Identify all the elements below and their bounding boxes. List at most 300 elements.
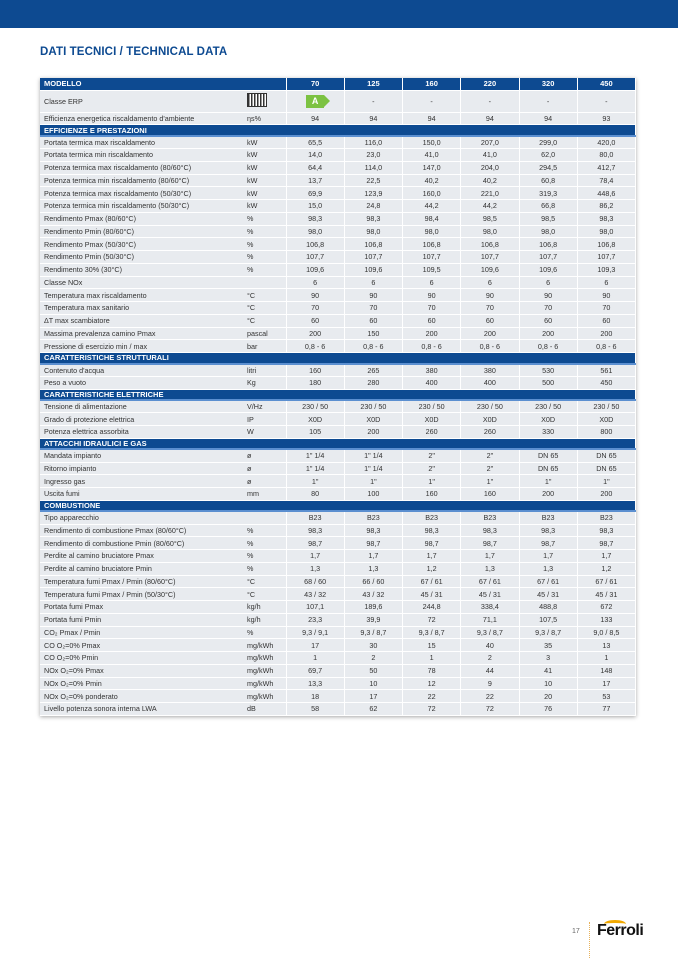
value-cell: 107,7 bbox=[403, 251, 461, 264]
value-cell bbox=[286, 90, 344, 112]
value-cell: 71,1 bbox=[461, 613, 519, 626]
row-label: NOx O₂=0% Pmax bbox=[40, 664, 243, 677]
row-label: Ritorno impianto bbox=[40, 462, 243, 475]
row-label: Livello potenza sonora interna LWA bbox=[40, 703, 243, 716]
row-label: Tipo apparecchio bbox=[40, 511, 243, 524]
value-cell: 93 bbox=[577, 112, 635, 125]
row-label: Temperatura fumi Pmax / Pmin (50/30°C) bbox=[40, 588, 243, 601]
value-cell: 58 bbox=[286, 703, 344, 716]
value-cell: 160,0 bbox=[403, 187, 461, 200]
value-cell: 1" 1/4 bbox=[344, 462, 402, 475]
value-cell: - bbox=[461, 90, 519, 112]
table-row bbox=[40, 449, 636, 462]
value-cell: X0D bbox=[286, 413, 344, 426]
value-cell: 67 / 61 bbox=[577, 575, 635, 588]
unit-cell: dB bbox=[243, 703, 286, 716]
value-cell: B23 bbox=[403, 511, 461, 524]
value-cell: 180 bbox=[286, 376, 344, 389]
value-cell: 98,7 bbox=[461, 537, 519, 550]
unit-cell bbox=[243, 511, 286, 524]
value-cell: - bbox=[403, 90, 461, 112]
row-label: Classe ERP bbox=[40, 90, 243, 112]
table-row bbox=[40, 276, 636, 289]
value-cell: 107,7 bbox=[344, 251, 402, 264]
value-cell: 94 bbox=[461, 112, 519, 125]
value-cell: 1,7 bbox=[519, 550, 577, 563]
row-label: Massima prevalenza camino Pmax bbox=[40, 327, 243, 340]
model-70: 70 bbox=[286, 78, 344, 90]
value-cell: 1" bbox=[577, 475, 635, 488]
value-cell: 10 bbox=[344, 677, 402, 690]
row-label: Ingresso gas bbox=[40, 475, 243, 488]
value-cell: 41,0 bbox=[461, 149, 519, 162]
row-label: Perdite al camino bruciatore Pmin bbox=[40, 562, 243, 575]
footer-divider bbox=[589, 922, 590, 958]
row-label: Mandata impianto bbox=[40, 449, 243, 462]
section-title: EFFICIENZE E PRESTAZIONI bbox=[40, 125, 636, 136]
value-cell: 98,3 bbox=[286, 212, 344, 225]
value-cell: 98,7 bbox=[577, 537, 635, 550]
row-label: Efficienza energetica riscaldamento d'ambiente bbox=[40, 112, 243, 125]
value-cell: 9,3 / 8,7 bbox=[461, 626, 519, 639]
table-row bbox=[40, 238, 636, 251]
value-cell: 204,0 bbox=[461, 161, 519, 174]
value-cell: 107,5 bbox=[519, 613, 577, 626]
value-cell: 106,8 bbox=[461, 238, 519, 251]
value-cell: 70 bbox=[403, 302, 461, 315]
value-cell: 98,0 bbox=[344, 225, 402, 238]
value-cell: 230 / 50 bbox=[286, 400, 344, 413]
value-cell: DN 65 bbox=[519, 449, 577, 462]
section-title: ATTACCHI IDRAULICI E GAS bbox=[40, 438, 636, 449]
value-cell: 2 bbox=[461, 652, 519, 665]
value-cell: 244,8 bbox=[403, 601, 461, 614]
value-cell: 13 bbox=[577, 639, 635, 652]
value-cell: 150,0 bbox=[403, 136, 461, 149]
unit-cell: kW bbox=[243, 136, 286, 149]
erp-class-row bbox=[40, 90, 636, 112]
unit-cell: kW bbox=[243, 187, 286, 200]
value-cell: 98,5 bbox=[519, 212, 577, 225]
value-cell: 1,2 bbox=[577, 562, 635, 575]
value-cell: 207,0 bbox=[461, 136, 519, 149]
value-cell: - bbox=[344, 90, 402, 112]
value-cell: 6 bbox=[286, 276, 344, 289]
value-cell: 150 bbox=[344, 327, 402, 340]
value-cell: 78,4 bbox=[577, 174, 635, 187]
row-label: ΔT max scambiatore bbox=[40, 314, 243, 327]
value-cell: 39,9 bbox=[344, 613, 402, 626]
model-160: 160 bbox=[403, 78, 461, 90]
section-title: CARATTERISTICHE ELETTRICHE bbox=[40, 389, 636, 400]
row-label: Rendimento Pmin (50/30°C) bbox=[40, 251, 243, 264]
value-cell: 106,8 bbox=[577, 238, 635, 251]
value-cell: 45 / 31 bbox=[577, 588, 635, 601]
unit-cell: % bbox=[243, 626, 286, 639]
value-cell: 123,9 bbox=[344, 187, 402, 200]
value-cell: 35 bbox=[519, 639, 577, 652]
value-cell: 76 bbox=[519, 703, 577, 716]
value-cell: 90 bbox=[403, 289, 461, 302]
value-cell: 488,8 bbox=[519, 601, 577, 614]
value-cell: 500 bbox=[519, 376, 577, 389]
value-cell: 160 bbox=[403, 488, 461, 501]
row-label: NOx O₂=0% Pmin bbox=[40, 677, 243, 690]
value-cell: 13,7 bbox=[286, 174, 344, 187]
value-cell: 200 bbox=[577, 327, 635, 340]
row-label: Rendimento di combustione Pmax (80/60°C) bbox=[40, 524, 243, 537]
value-cell: 106,8 bbox=[344, 238, 402, 251]
value-cell: 107,7 bbox=[461, 251, 519, 264]
value-cell: 800 bbox=[577, 426, 635, 439]
value-cell: B23 bbox=[286, 511, 344, 524]
value-cell: 160 bbox=[461, 488, 519, 501]
section-title: COMBUSTIONE bbox=[40, 500, 636, 511]
energy-class-badge: A bbox=[306, 95, 325, 108]
row-label: Potenza termica max riscaldamento (80/60°C) bbox=[40, 161, 243, 174]
value-cell: 98,3 bbox=[286, 524, 344, 537]
value-cell: 294,5 bbox=[519, 161, 577, 174]
table-row bbox=[40, 613, 636, 626]
value-cell: 98,5 bbox=[461, 212, 519, 225]
table-row bbox=[40, 537, 636, 550]
value-cell: 22 bbox=[403, 690, 461, 703]
value-cell: 2" bbox=[403, 449, 461, 462]
value-cell: 1" bbox=[403, 475, 461, 488]
row-label: CO O₂=0% Pmax bbox=[40, 639, 243, 652]
row-label: Pressione di esercizio min / max bbox=[40, 340, 243, 353]
row-label: Classe NOx bbox=[40, 276, 243, 289]
value-cell: 230 / 50 bbox=[577, 400, 635, 413]
unit-cell: % bbox=[243, 562, 286, 575]
value-cell: 380 bbox=[403, 364, 461, 377]
value-cell: 66 / 60 bbox=[344, 575, 402, 588]
value-cell: 200 bbox=[403, 327, 461, 340]
row-label: Portata fumi Pmin bbox=[40, 613, 243, 626]
value-cell: DN 65 bbox=[577, 449, 635, 462]
unit-cell: ø bbox=[243, 475, 286, 488]
value-cell: 53 bbox=[577, 690, 635, 703]
value-cell: 280 bbox=[344, 376, 402, 389]
value-cell: 45 / 31 bbox=[519, 588, 577, 601]
value-cell: 98,0 bbox=[461, 225, 519, 238]
table-row bbox=[40, 200, 636, 213]
value-cell: 98,7 bbox=[519, 537, 577, 550]
unit-cell: kW bbox=[243, 149, 286, 162]
value-cell: 221,0 bbox=[461, 187, 519, 200]
value-cell: 420,0 bbox=[577, 136, 635, 149]
unit-cell: pascal bbox=[243, 327, 286, 340]
row-label: Potenza elettrica assorbita bbox=[40, 426, 243, 439]
value-cell: 9,3 / 8,7 bbox=[344, 626, 402, 639]
value-cell: - bbox=[519, 90, 577, 112]
table-row bbox=[40, 340, 636, 353]
unit-cell: °C bbox=[243, 588, 286, 601]
row-label: Temperatura max riscaldamento bbox=[40, 289, 243, 302]
value-cell: 1 bbox=[403, 652, 461, 665]
value-cell: 1,7 bbox=[403, 550, 461, 563]
value-cell: 98,3 bbox=[403, 524, 461, 537]
row-label: Perdite al camino bruciatore Pmax bbox=[40, 550, 243, 563]
unit-cell: kW bbox=[243, 161, 286, 174]
table-row bbox=[40, 400, 636, 413]
value-cell: 109,6 bbox=[519, 263, 577, 276]
value-cell: 24,8 bbox=[344, 200, 402, 213]
value-cell: 0,8 - 6 bbox=[519, 340, 577, 353]
value-cell: 133 bbox=[577, 613, 635, 626]
value-cell: 6 bbox=[519, 276, 577, 289]
table-row bbox=[40, 112, 636, 125]
value-cell: 106,8 bbox=[403, 238, 461, 251]
unit-cell: kW bbox=[243, 200, 286, 213]
table-row bbox=[40, 212, 636, 225]
unit-cell: litri bbox=[243, 364, 286, 377]
value-cell: 160 bbox=[286, 364, 344, 377]
value-cell: 70 bbox=[461, 302, 519, 315]
value-cell: 60 bbox=[286, 314, 344, 327]
value-cell: 105 bbox=[286, 426, 344, 439]
table-row bbox=[40, 327, 636, 340]
value-cell: 1,3 bbox=[461, 562, 519, 575]
value-cell: 230 / 50 bbox=[461, 400, 519, 413]
value-cell: 43 / 32 bbox=[286, 588, 344, 601]
table-row bbox=[40, 575, 636, 588]
row-label: Portata termica min riscaldamento bbox=[40, 149, 243, 162]
value-cell: 1" 1/4 bbox=[286, 462, 344, 475]
value-cell: 200 bbox=[577, 488, 635, 501]
value-cell: 6 bbox=[403, 276, 461, 289]
row-label: Potenza termica min riscaldamento (80/60°C) bbox=[40, 174, 243, 187]
row-label: Tensione di alimentazione bbox=[40, 400, 243, 413]
ferroli-logo: Ferroli bbox=[597, 922, 644, 939]
section-header bbox=[40, 389, 636, 400]
value-cell: 90 bbox=[286, 289, 344, 302]
value-cell: 10 bbox=[519, 677, 577, 690]
value-cell: 148 bbox=[577, 664, 635, 677]
value-cell: 1" bbox=[286, 475, 344, 488]
value-cell: 62,0 bbox=[519, 149, 577, 162]
unit-cell: % bbox=[243, 550, 286, 563]
value-cell: 200 bbox=[519, 488, 577, 501]
unit-cell: mg/kWh bbox=[243, 690, 286, 703]
value-cell: 1 bbox=[286, 652, 344, 665]
value-cell: 147,0 bbox=[403, 161, 461, 174]
value-cell: 109,6 bbox=[344, 263, 402, 276]
value-cell: 9 bbox=[461, 677, 519, 690]
value-cell: 98,3 bbox=[344, 524, 402, 537]
value-cell: 70 bbox=[344, 302, 402, 315]
value-cell: 109,5 bbox=[403, 263, 461, 276]
value-cell: B23 bbox=[577, 511, 635, 524]
value-cell: 1,3 bbox=[286, 562, 344, 575]
page-title: DATI TECNICI / TECHNICAL DATA bbox=[40, 46, 228, 58]
unit-cell: ηs% bbox=[243, 112, 286, 125]
value-cell: 98,3 bbox=[577, 212, 635, 225]
table-row bbox=[40, 488, 636, 501]
value-cell: 72 bbox=[461, 703, 519, 716]
value-cell: 0,8 - 6 bbox=[344, 340, 402, 353]
row-label: Temperatura max sanitario bbox=[40, 302, 243, 315]
row-label: NOx O₂=0% ponderato bbox=[40, 690, 243, 703]
value-cell: 98,0 bbox=[403, 225, 461, 238]
value-cell: 1,3 bbox=[519, 562, 577, 575]
top-banner bbox=[0, 0, 678, 28]
value-cell: 400 bbox=[461, 376, 519, 389]
value-cell: 260 bbox=[403, 426, 461, 439]
unit-cell: % bbox=[243, 212, 286, 225]
row-label: Rendimento 30% (30°C) bbox=[40, 263, 243, 276]
value-cell: 45 / 31 bbox=[403, 588, 461, 601]
table-row bbox=[40, 601, 636, 614]
value-cell: 77 bbox=[577, 703, 635, 716]
value-cell: 106,8 bbox=[519, 238, 577, 251]
value-cell: 22 bbox=[461, 690, 519, 703]
value-cell: 62 bbox=[344, 703, 402, 716]
table-row bbox=[40, 263, 636, 276]
radiator-icon bbox=[247, 93, 267, 107]
table-row bbox=[40, 652, 636, 665]
value-cell: 94 bbox=[519, 112, 577, 125]
value-cell: 78 bbox=[403, 664, 461, 677]
value-cell: 1,7 bbox=[286, 550, 344, 563]
value-cell: 230 / 50 bbox=[344, 400, 402, 413]
value-cell: 98,0 bbox=[519, 225, 577, 238]
value-cell: 68 / 60 bbox=[286, 575, 344, 588]
unit-cell: mg/kWh bbox=[243, 639, 286, 652]
value-cell: 12 bbox=[403, 677, 461, 690]
row-label: Uscita fumi bbox=[40, 488, 243, 501]
value-cell: X0D bbox=[403, 413, 461, 426]
value-cell: 9,3 / 9,1 bbox=[286, 626, 344, 639]
value-cell: 44,2 bbox=[403, 200, 461, 213]
header-row bbox=[40, 78, 636, 90]
section-header bbox=[40, 438, 636, 449]
table-row bbox=[40, 664, 636, 677]
section-header bbox=[40, 353, 636, 364]
table-row bbox=[40, 703, 636, 716]
value-cell: 70 bbox=[577, 302, 635, 315]
value-cell: 3 bbox=[519, 652, 577, 665]
value-cell: 40,2 bbox=[461, 174, 519, 187]
table-row bbox=[40, 187, 636, 200]
value-cell: 66,8 bbox=[519, 200, 577, 213]
row-label: Peso a vuoto bbox=[40, 376, 243, 389]
row-label: Contenuto d'acqua bbox=[40, 364, 243, 377]
value-cell: 1" bbox=[461, 475, 519, 488]
value-cell: 60,8 bbox=[519, 174, 577, 187]
table-row bbox=[40, 289, 636, 302]
value-cell: 1 bbox=[577, 652, 635, 665]
value-cell: 23,3 bbox=[286, 613, 344, 626]
value-cell: 330 bbox=[519, 426, 577, 439]
value-cell: X0D bbox=[344, 413, 402, 426]
table-row bbox=[40, 639, 636, 652]
value-cell: 1" 1/4 bbox=[286, 449, 344, 462]
row-label: Rendimento Pmax (50/30°C) bbox=[40, 238, 243, 251]
value-cell: 1" bbox=[344, 475, 402, 488]
unit-cell: % bbox=[243, 225, 286, 238]
value-cell: 98,7 bbox=[403, 537, 461, 550]
value-cell: 40,2 bbox=[403, 174, 461, 187]
table-row bbox=[40, 376, 636, 389]
value-cell: X0D bbox=[577, 413, 635, 426]
value-cell: 98,0 bbox=[286, 225, 344, 238]
row-label: Temperatura fumi Pmax / Pmin (80/60°C) bbox=[40, 575, 243, 588]
value-cell: 6 bbox=[344, 276, 402, 289]
value-cell: 448,6 bbox=[577, 187, 635, 200]
unit-cell: V/Hz bbox=[243, 400, 286, 413]
unit-cell bbox=[243, 90, 286, 112]
unit-cell: kg/h bbox=[243, 601, 286, 614]
value-cell: 90 bbox=[577, 289, 635, 302]
value-cell: 60 bbox=[403, 314, 461, 327]
model-125: 125 bbox=[344, 78, 402, 90]
page-number: 17 bbox=[572, 928, 580, 935]
unit-cell: mg/kWh bbox=[243, 677, 286, 690]
value-cell: 0,8 - 6 bbox=[577, 340, 635, 353]
value-cell: 107,7 bbox=[286, 251, 344, 264]
value-cell: 230 / 50 bbox=[519, 400, 577, 413]
value-cell: 116,0 bbox=[344, 136, 402, 149]
value-cell: 67 / 61 bbox=[461, 575, 519, 588]
unit-cell: % bbox=[243, 537, 286, 550]
value-cell: 100 bbox=[344, 488, 402, 501]
model-450: 450 bbox=[577, 78, 635, 90]
value-cell: 2 bbox=[344, 652, 402, 665]
value-cell: 98,3 bbox=[344, 212, 402, 225]
value-cell: 98,0 bbox=[577, 225, 635, 238]
value-cell: 109,3 bbox=[577, 263, 635, 276]
unit-cell: kg/h bbox=[243, 613, 286, 626]
value-cell: 94 bbox=[286, 112, 344, 125]
table-row bbox=[40, 251, 636, 264]
value-cell: - bbox=[577, 90, 635, 112]
section-header bbox=[40, 500, 636, 511]
value-cell: B23 bbox=[519, 511, 577, 524]
value-cell: 6 bbox=[461, 276, 519, 289]
value-cell: DN 65 bbox=[577, 462, 635, 475]
value-cell: 338,4 bbox=[461, 601, 519, 614]
value-cell: 60 bbox=[519, 314, 577, 327]
value-cell: 380 bbox=[461, 364, 519, 377]
value-cell: 70 bbox=[286, 302, 344, 315]
value-cell: 265 bbox=[344, 364, 402, 377]
unit-cell: kW bbox=[243, 174, 286, 187]
value-cell: 1" 1/4 bbox=[344, 449, 402, 462]
value-cell: 15 bbox=[403, 639, 461, 652]
value-cell: 230 / 50 bbox=[403, 400, 461, 413]
row-label: Potenza termica max riscaldamento (50/30°C) bbox=[40, 187, 243, 200]
value-cell: 65,5 bbox=[286, 136, 344, 149]
value-cell: 672 bbox=[577, 601, 635, 614]
table-row bbox=[40, 690, 636, 703]
row-label: Potenza termica min riscaldamento (50/30°C) bbox=[40, 200, 243, 213]
value-cell: 64,4 bbox=[286, 161, 344, 174]
table-row bbox=[40, 550, 636, 563]
value-cell: 6 bbox=[577, 276, 635, 289]
value-cell: 200 bbox=[344, 426, 402, 439]
value-cell: 41 bbox=[519, 664, 577, 677]
value-cell: 45 / 31 bbox=[461, 588, 519, 601]
value-cell: 561 bbox=[577, 364, 635, 377]
row-label: Rendimento Pmax (80/60°C) bbox=[40, 212, 243, 225]
value-cell: 18 bbox=[286, 690, 344, 703]
value-cell: 15,0 bbox=[286, 200, 344, 213]
value-cell: 17 bbox=[577, 677, 635, 690]
value-cell: 109,6 bbox=[286, 263, 344, 276]
value-cell: 80,0 bbox=[577, 149, 635, 162]
value-cell: 72 bbox=[403, 613, 461, 626]
